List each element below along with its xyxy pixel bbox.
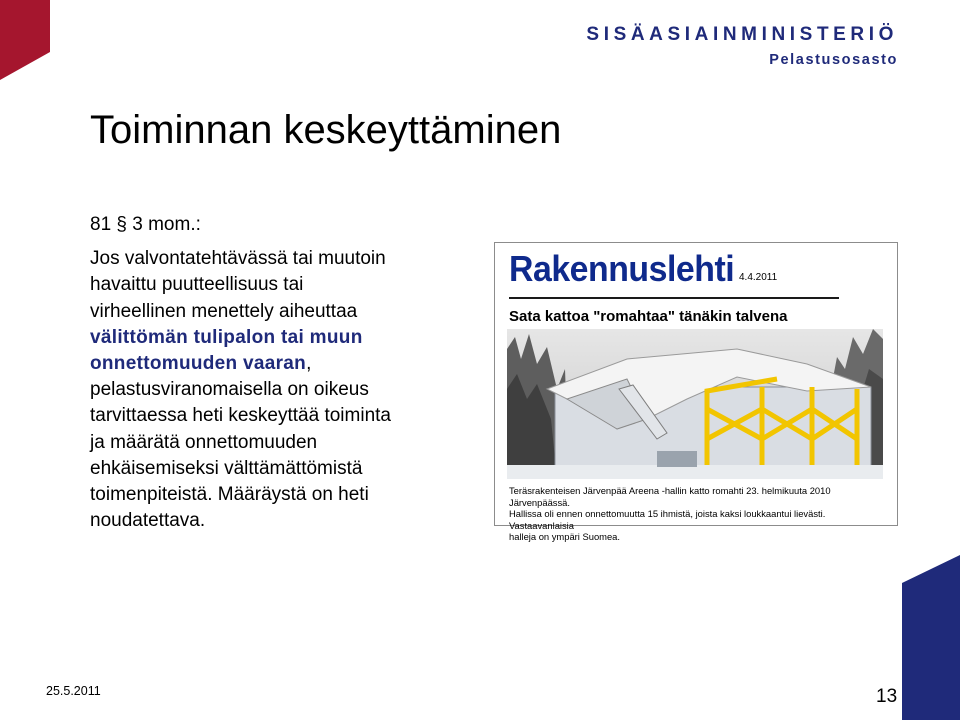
slide-body (90, 212, 490, 534)
clipping-rule (509, 297, 839, 299)
org-logo (586, 24, 898, 68)
section-reference: 81 § 3 mom.: (90, 214, 201, 235)
body-line: tarvittaessa heti keskeyttää toiminta (90, 405, 391, 427)
org-department: Pelastusosasto (769, 52, 898, 68)
slide-title: Toiminnan keskeyttäminen (90, 108, 562, 152)
caption-line: halleja on ympäri Suomea. (509, 531, 620, 543)
highlight-line: onnettomuuden vaaran (90, 353, 307, 375)
body-line: toimenpiteistä. Määräystä on heti (90, 484, 369, 506)
page-number: 13 (876, 686, 898, 707)
collapsed-roof-photo (507, 329, 883, 479)
highlight-line: välittömän tulipalon tai muun (90, 326, 363, 348)
clipping-masthead: Rakennuslehti (509, 248, 735, 289)
news-clipping (494, 242, 898, 543)
body-line: noudatettava. (90, 510, 206, 532)
clipping-caption (509, 485, 887, 543)
corner-decoration-bottom-right (902, 555, 960, 720)
clipping-headline: Sata kattoa "romahtaa" tänäkin talvena (509, 308, 788, 325)
caption-line: Teräsrakenteisen Järvenpää Areena -hallin katto romahti 23. helmikuuta 2010 Järvenpäässä. (509, 485, 831, 508)
body-line: pelastusviranomaisella on oikeus (90, 379, 369, 401)
clipping-date: 4.4.2011 (739, 272, 778, 283)
body-line: ja määrätä onnettomuuden (90, 431, 318, 453)
body-line: Jos valvontatehtävässä tai muutoin (90, 248, 386, 270)
body-line: virheellinen menettely aiheuttaa (90, 300, 358, 322)
corner-decoration-top-left (0, 0, 50, 80)
comma: , (306, 353, 312, 375)
footer-date: 25.5.2011 (46, 684, 101, 698)
body-line: havaittu puutteellisuus tai (90, 274, 304, 296)
org-name: SISÄASIAINMINISTERIÖ (586, 24, 898, 45)
body-line: ehkäisemiseksi välttämättömistä (90, 457, 363, 479)
caption-line: Hallissa oli ennen onnettomuutta 15 ihmistä, joista kaksi loukkaantui lievästi. Vastaavanlaisia (509, 508, 826, 531)
